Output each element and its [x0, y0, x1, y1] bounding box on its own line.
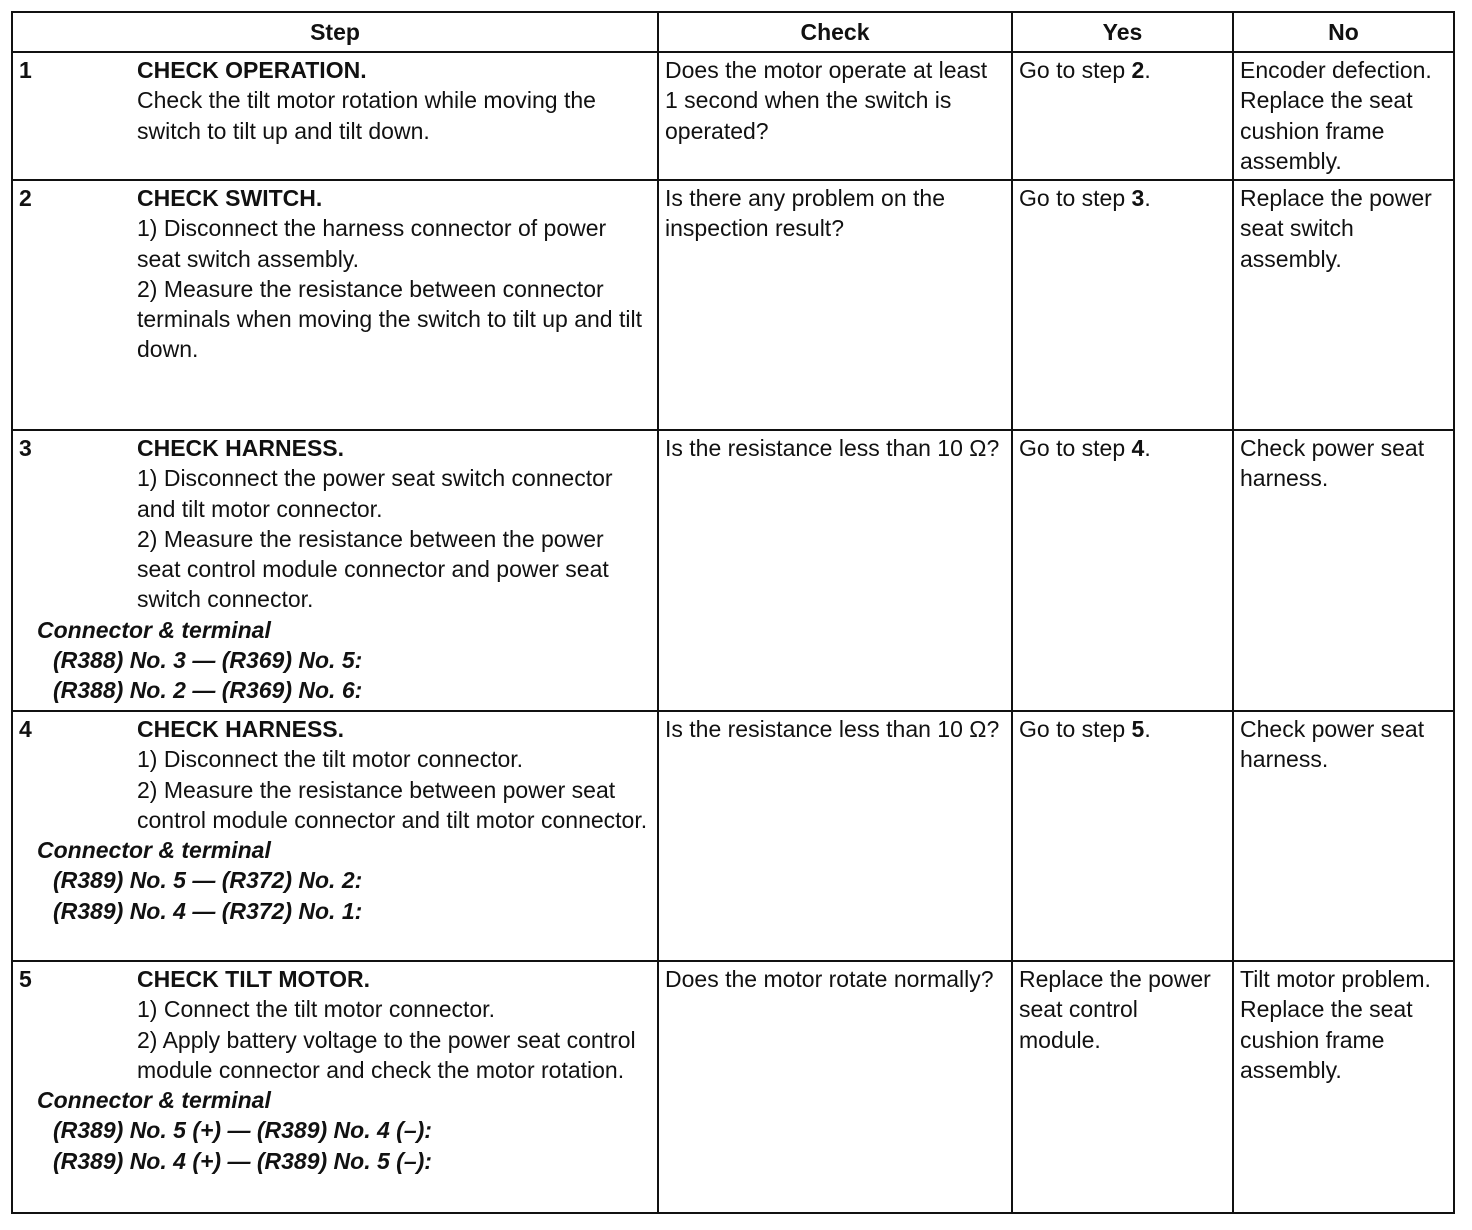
step-instruction: 2) Measure the resistance between the power seat control module connector and power seat switch connector.: [137, 525, 609, 613]
step-title: CHECK HARNESS.: [137, 716, 345, 742]
connector-heading: Connector & terminal: [37, 837, 271, 864]
yes-suffix: .: [1144, 57, 1151, 83]
step-cell: [12, 52, 658, 180]
yes-step-ref: 2: [1131, 57, 1145, 83]
yes-prefix: Go to step: [1019, 716, 1132, 742]
yes-step-ref: 5: [1131, 716, 1145, 742]
yes-prefix: Go to step: [1019, 185, 1132, 211]
table-row: [12, 180, 1454, 430]
check-cell: Does the motor rotate normally?: [658, 961, 1012, 1213]
header-check: Check: [658, 12, 1012, 52]
step-title: CHECK TILT MOTOR.: [137, 966, 370, 992]
header-row: [12, 12, 1454, 52]
diagnostic-table: [11, 11, 1455, 1214]
step-title: CHECK HARNESS.: [137, 435, 345, 461]
step-instruction: 2) Measure the resistance between connector terminals when moving the switch to tilt up and tilt down.: [137, 275, 642, 363]
yes-cell: [1012, 52, 1233, 180]
yes-cell: [1012, 180, 1233, 430]
header-no: No: [1233, 12, 1454, 52]
no-cell: Check power seat harness.: [1233, 711, 1454, 961]
yes-suffix: .: [1144, 185, 1151, 211]
no-cell: Encoder defection. Replace the seat cushion frame assembly.: [1233, 52, 1454, 180]
no-cell: Check power seat harness.: [1233, 430, 1454, 711]
connector-terminal: (R389) No. 4 — (R372) No. 1:: [53, 897, 363, 924]
step-number: 3: [19, 435, 32, 461]
header-yes: Yes: [1012, 12, 1233, 52]
step-instruction: 1) Disconnect the power seat switch connector and tilt motor connector.: [137, 465, 613, 522]
yes-cell: [1012, 711, 1233, 961]
step-number: 4: [19, 716, 32, 742]
header-step: Step: [12, 12, 658, 52]
check-cell: Does the motor operate at least 1 second when the switch is operated?: [658, 52, 1012, 180]
step-title: CHECK SWITCH.: [137, 185, 323, 211]
connector-heading: Connector & terminal: [37, 1087, 271, 1114]
step-cell: [12, 711, 658, 961]
step-text: Check the tilt motor rotation while moving the switch to tilt up and tilt down.: [137, 87, 596, 144]
connector-terminal: (R389) No. 5 — (R372) No. 2:: [53, 867, 363, 894]
step-instruction: 1) Connect the tilt motor connector.: [137, 996, 495, 1023]
no-cell: Tilt motor problem. Replace the seat cushion frame assembly.: [1233, 961, 1454, 1213]
connector-terminal: (R388) No. 2 — (R369) No. 6:: [53, 677, 363, 704]
no-cell: Replace the power seat switch assembly.: [1233, 180, 1454, 430]
table-row: [12, 430, 1454, 711]
yes-cell: [1012, 430, 1233, 711]
step-number: 2: [19, 185, 32, 211]
step-cell: [12, 430, 658, 711]
yes-cell: Replace the power seat control module.: [1012, 961, 1233, 1213]
step-title: CHECK OPERATION.: [137, 57, 367, 83]
step-number: 1: [19, 57, 32, 83]
step-cell: [12, 961, 658, 1213]
step-instruction: 2) Measure the resistance between power seat control module connector and tilt motor connector.: [137, 776, 648, 833]
yes-step-ref: 3: [1131, 185, 1145, 211]
step-instruction: 1) Disconnect the harness connector of power seat switch assembly.: [137, 215, 607, 272]
table-row: [12, 961, 1454, 1213]
step-instruction: 1) Disconnect the tilt motor connector.: [137, 746, 524, 773]
yes-suffix: .: [1144, 716, 1151, 742]
check-cell: Is the resistance less than 10 Ω?: [658, 711, 1012, 961]
step-instruction: 2) Apply battery voltage to the power seat control module connector and check the motor rotation.: [137, 1026, 636, 1083]
check-cell: Is there any problem on the inspection result?: [658, 180, 1012, 430]
table-row: [12, 711, 1454, 961]
check-cell: Is the resistance less than 10 Ω?: [658, 430, 1012, 711]
connector-heading: Connector & terminal: [37, 616, 271, 643]
yes-suffix: .: [1144, 435, 1151, 461]
step-number: 5: [19, 966, 32, 992]
yes-step-ref: 4: [1131, 435, 1145, 461]
step-cell: [12, 180, 658, 430]
table-row: [12, 52, 1454, 180]
connector-terminal: (R389) No. 4 (+) — (R389) No. 5 (–):: [53, 1147, 432, 1174]
yes-prefix: Go to step: [1019, 435, 1132, 461]
yes-prefix: Go to step: [1019, 57, 1132, 83]
connector-terminal: (R389) No. 5 (+) — (R389) No. 4 (–):: [53, 1117, 432, 1144]
connector-terminal: (R388) No. 3 — (R369) No. 5:: [53, 647, 363, 674]
